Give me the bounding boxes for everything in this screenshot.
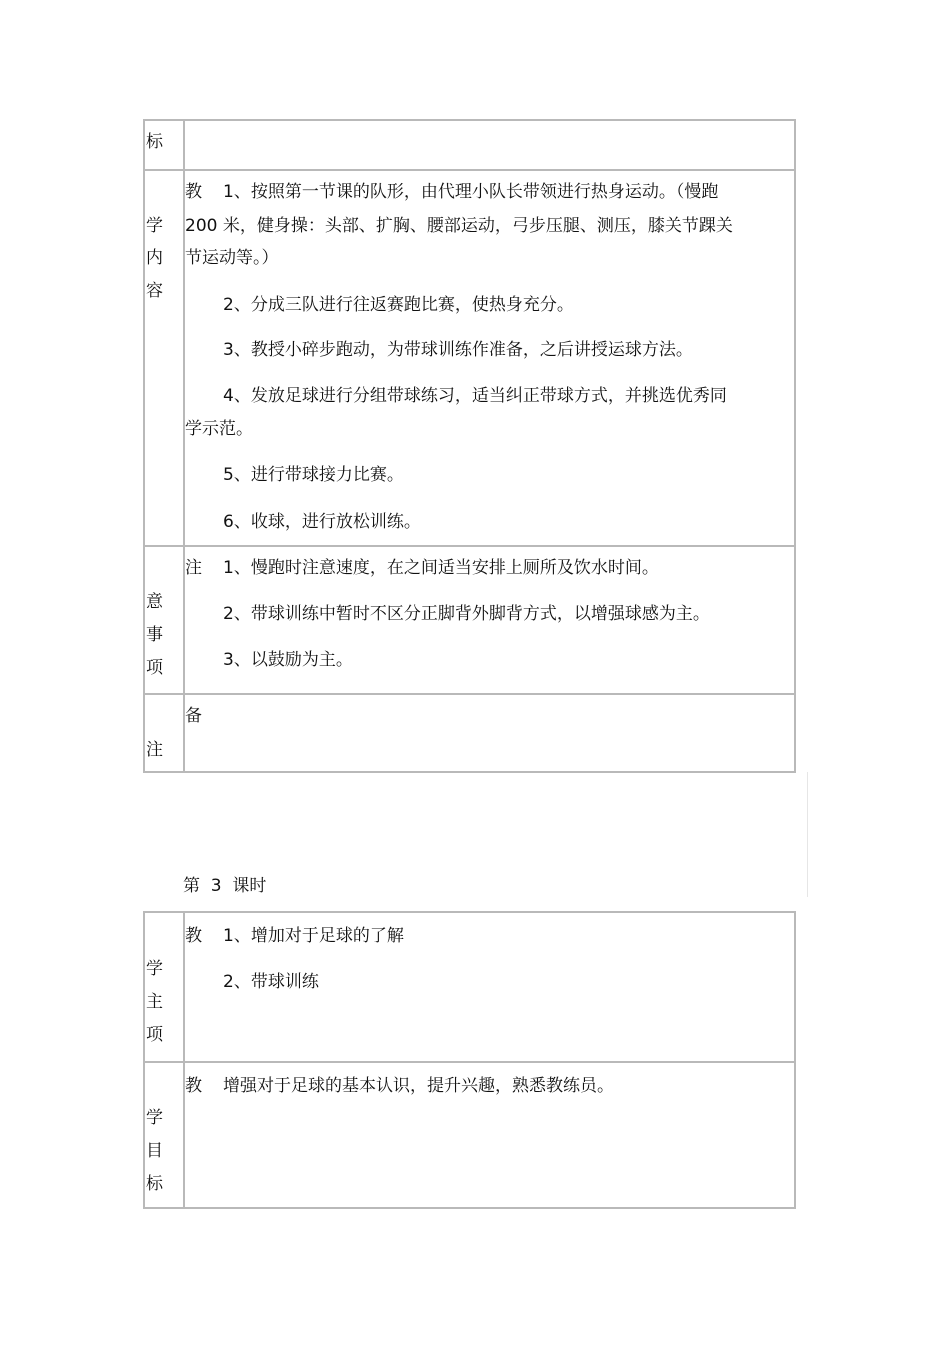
row-label-char: 注 — [146, 740, 163, 760]
row-label-char: 事 — [146, 625, 163, 645]
row-precautions — [145, 545, 794, 693]
row-label-char: 目 — [146, 1141, 163, 1161]
row-label-char: 学 — [146, 1108, 163, 1128]
content-line: 3、以鼓励为主。 — [223, 650, 353, 670]
row-label-cell — [145, 171, 185, 545]
row-label-lead-char: 教 — [185, 926, 202, 946]
content-line: 3、教授小碎步跑动，为带球训练作准备，之后讲授运球方法。 — [223, 340, 693, 360]
row-label-cell — [145, 121, 185, 169]
row-label: 标 — [146, 132, 163, 152]
content-line: 200 米，健身操：头部、扩胸、腰部运动，弓步压腿、测压，膝关节踝关 — [185, 216, 733, 236]
row-label-char: 项 — [146, 1025, 163, 1045]
row-teaching-content — [145, 169, 794, 545]
content-line: 2、带球训练中暂时不区分正脚背外脚背方式，以增强球感为主。 — [223, 604, 710, 624]
row-label-char: 项 — [146, 658, 163, 678]
content-line: 2、带球训练 — [223, 972, 319, 992]
row-label-char: 学 — [146, 959, 163, 979]
row-label-cell — [145, 913, 185, 1061]
row-label-char: 标 — [146, 1174, 163, 1194]
row-label-char: 学 — [146, 216, 163, 236]
row-content-cell — [185, 695, 794, 773]
row-label-lead-char: 注 — [185, 558, 202, 578]
lesson-heading: 第 3 课时 — [183, 876, 267, 896]
content-line: 1、慢跑时注意速度，在之间适当安排上厕所及饮水时间。 — [223, 558, 659, 578]
row-label-char: 内 — [146, 248, 163, 268]
row-label-char: 容 — [146, 281, 163, 301]
row-content-cell — [185, 547, 794, 693]
row-label-lead-char: 教 — [185, 1076, 202, 1096]
row-content-cell — [185, 121, 794, 169]
row-objective-tail — [145, 121, 794, 169]
row-label-lead-char: 教 — [185, 182, 202, 202]
content-line: 增强对于足球的基本认识，提升兴趣，熟悉教练员。 — [223, 1076, 614, 1096]
row-label-cell — [145, 547, 185, 693]
row-remarks — [145, 693, 794, 773]
content-line: 2、分成三队进行往返赛跑比赛，使热身充分。 — [223, 295, 574, 315]
content-line: 节运动等。） — [185, 248, 279, 268]
content-line: 6、收球，进行放松训练。 — [223, 512, 421, 532]
row-content-cell — [185, 913, 794, 1061]
row-teaching-goal — [145, 1061, 794, 1207]
content-line: 5、进行带球接力比赛。 — [223, 465, 404, 485]
row-label-char: 主 — [146, 992, 163, 1012]
content-line: 学示范。 — [185, 419, 253, 439]
lesson-table-2 — [143, 911, 796, 1209]
lesson-table-1 — [143, 119, 796, 773]
content-line: 4、发放足球进行分组带球练习，适当纠正带球方式，并挑选优秀同 — [223, 386, 727, 406]
row-main-items — [145, 913, 794, 1061]
content-line: 1、增加对于足球的了解 — [223, 926, 404, 946]
content-line: 1、按照第一节课的队形，由代理小队长带领进行热身运动。（慢跑 — [223, 182, 719, 202]
row-label-char: 意 — [146, 592, 163, 612]
row-label-cell — [145, 695, 185, 773]
row-label-lead-char: 备 — [185, 706, 202, 726]
row-content-cell — [185, 171, 794, 545]
row-content-cell — [185, 1063, 794, 1207]
row-label-cell — [145, 1063, 185, 1207]
